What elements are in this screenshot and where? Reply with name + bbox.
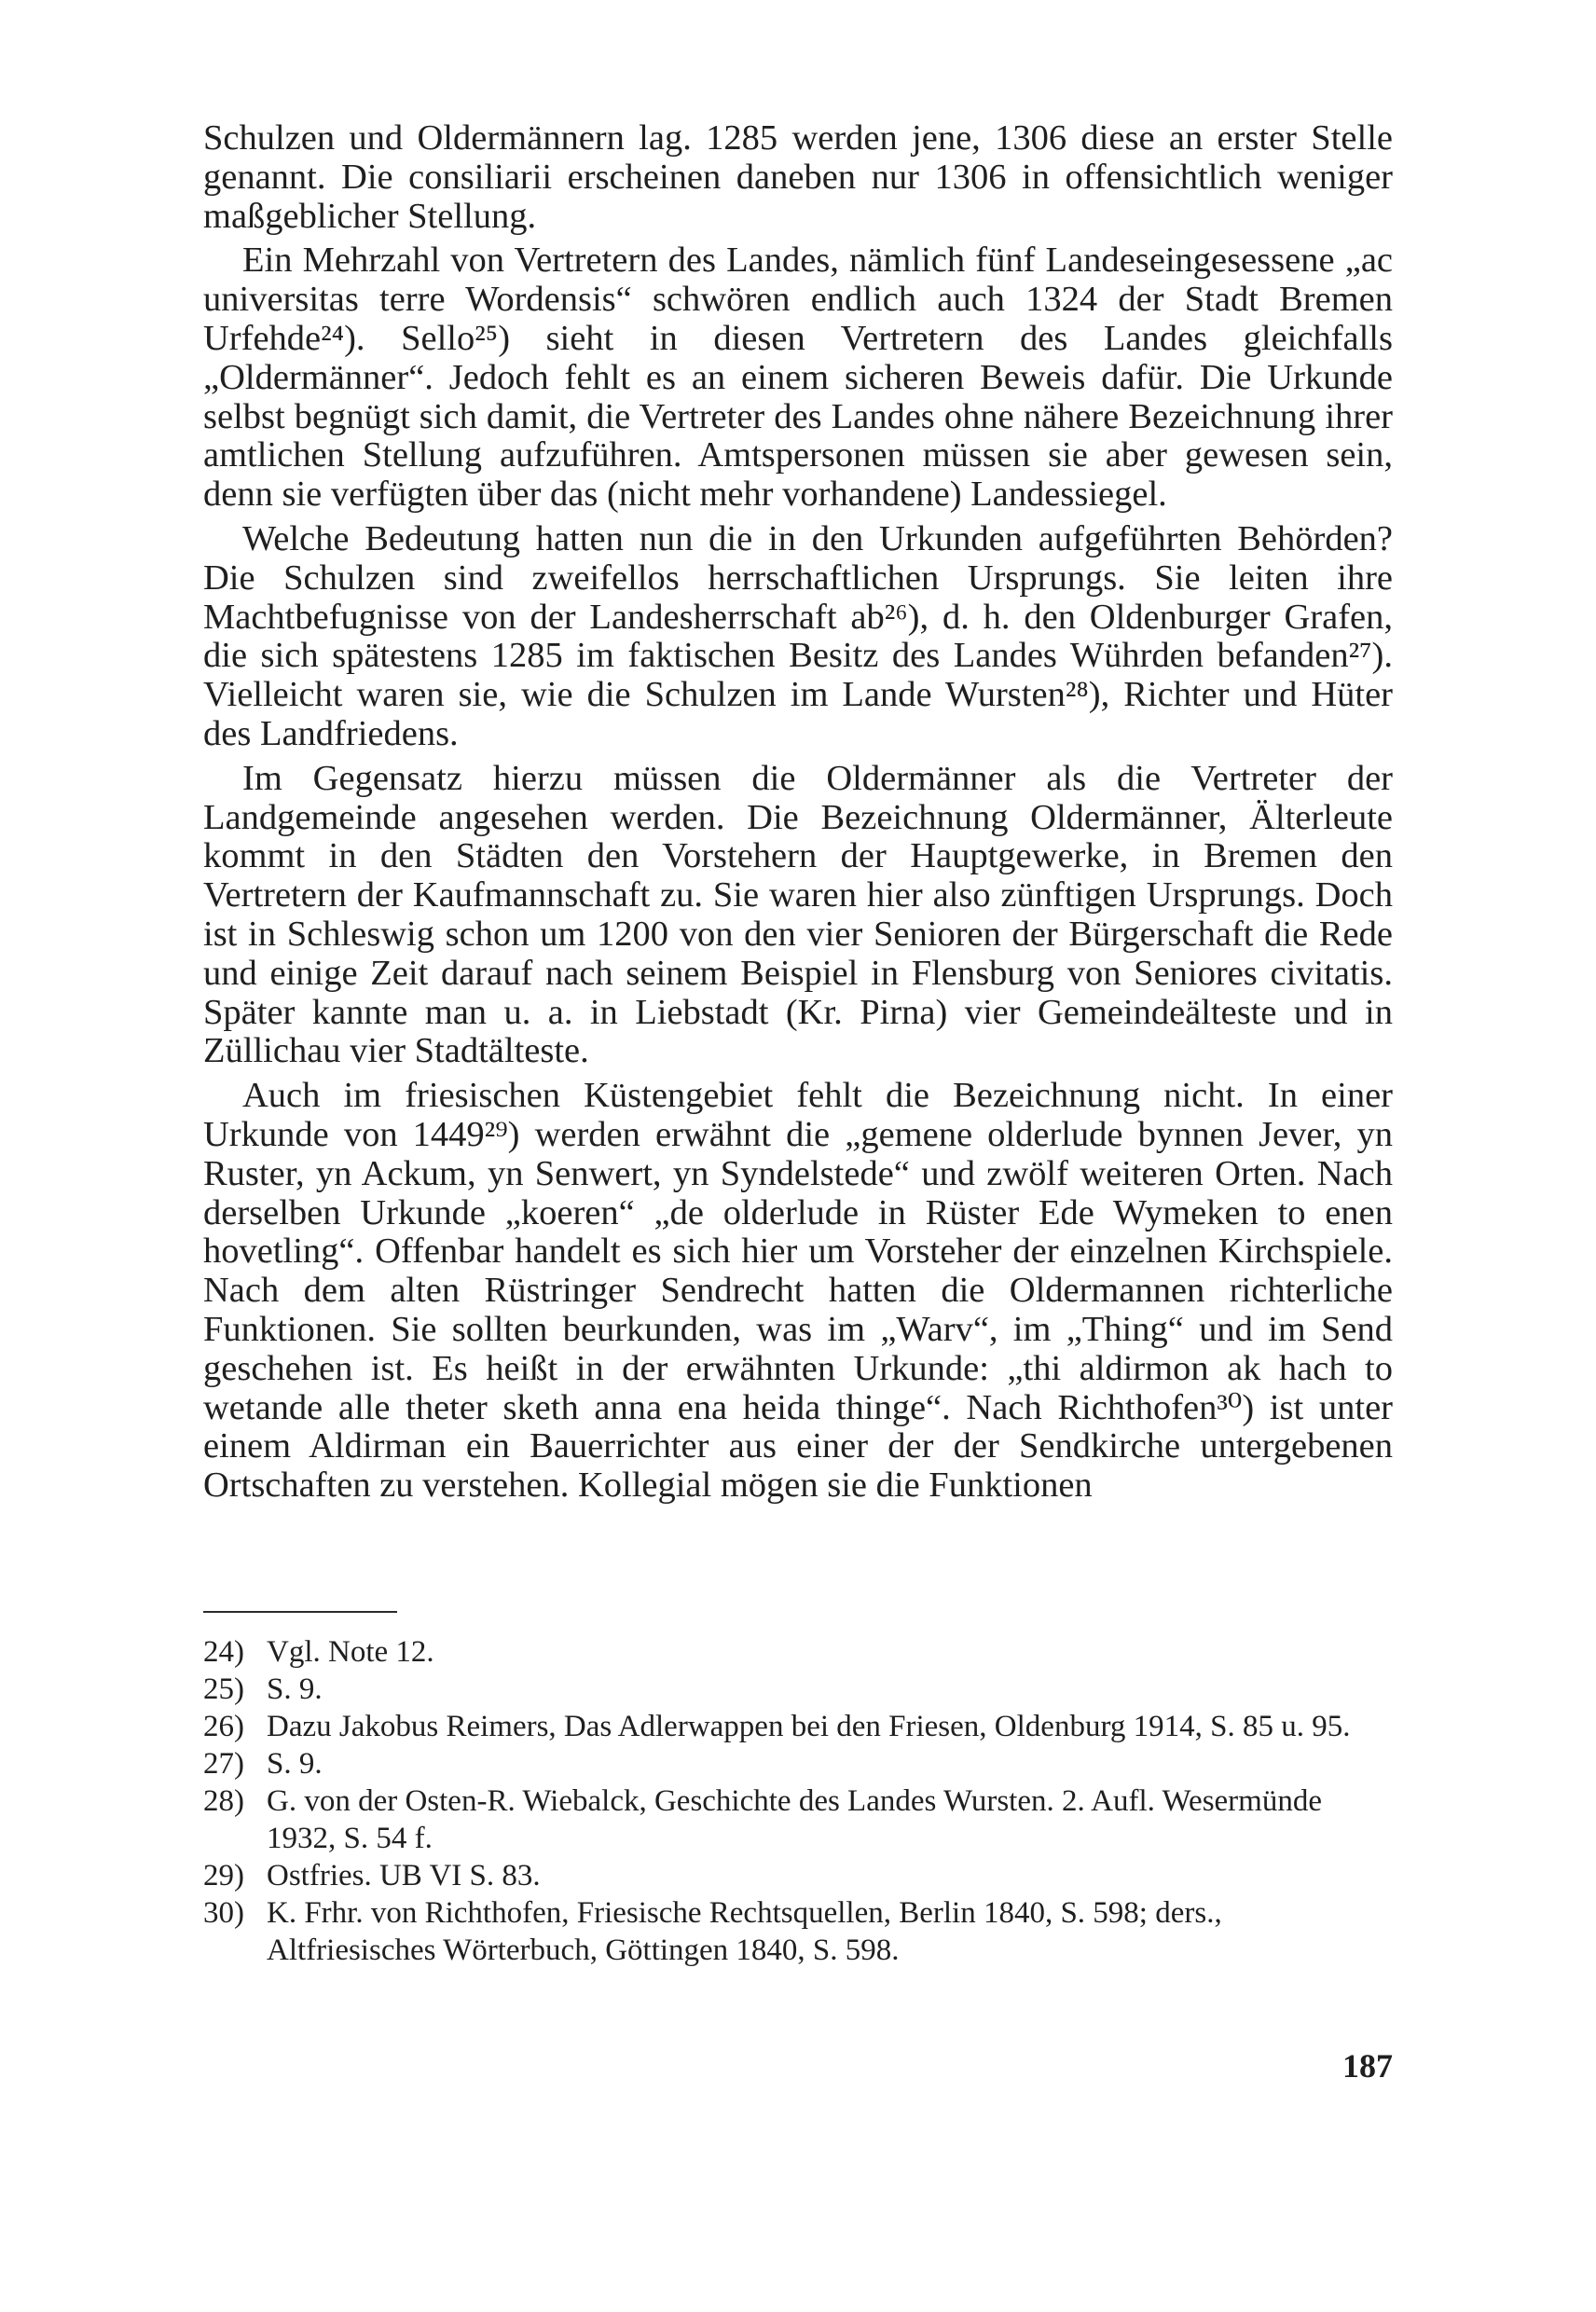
paragraph: Welche Bedeutung hatten nun die in den Urkunden aufgeführten Behörden? Die Schulzen sind zweifellos herrschaftlichen Ursprungs. Sie leiten ihre Machtbefugnisse von der Landesherrschaft ab²⁶), d. h. den Oldenburger Grafen, die sich spätestens 1285 im faktischen Besitz des Landes Wührden befanden²⁷). Vielleicht waren sie, wie die Schulzen im Lande Wursten²⁸), Richter und Hüter des Landfriedens. <box>203 518 1393 753</box>
footnote-item <box>203 1857 1393 1894</box>
paragraph: Schulzen und Oldermännern lag. 1285 werden jene, 1306 diese an erster Stelle genannt. Die consiliarii erscheinen daneben nur 1306 in offensichtlich weniger maßgeblicher Stellung. <box>203 118 1393 236</box>
footnote-number: 28) <box>203 1784 244 1818</box>
footnote-number: 30) <box>203 1896 244 1930</box>
footnote-text: S. 9. <box>267 1747 323 1781</box>
footnote-item <box>203 1745 1393 1782</box>
footnote-text: Ostfries. UB VI S. 83. <box>267 1859 541 1892</box>
paragraph: Im Gegensatz hierzu müssen die Oldermänner als die Vertreter der Landgemeinde angesehen werden. Die Bezeichnung Oldermänner, Älterleute kommt in den Städten den Vorstehern der Hauptgewerke, in Bremen den Vertretern der Kaufmannschaft zu. Sie waren hier also zünftigen Ursprungs. Doch ist in Schleswig schon um 1200 von den vier Senioren der Bürgerschaft die Rede und einige Zeit darauf nach seinem Beispiel in Flensburg von Seniores civitatis. Später kannte man u. a. in Liebstadt (Kr. Pirna) vier Gemeindeälteste und in Züllichau vier Stadtälteste. <box>203 758 1393 1071</box>
footnote-text: G. von der Osten-R. Wiebalck, Geschichte des Landes Wursten. 2. Aufl. Wesermünde 1932, S. 54 f. <box>267 1784 1322 1855</box>
footnote-item <box>203 1633 1393 1671</box>
paragraph: Auch im friesischen Küstengebiet fehlt die Bezeichnung nicht. In einer Urkunde von 1449²⁹) werden erwähnt die „gemene olderlude bynnen Jever, yn Ruster, yn Ackum, yn Senwert, yn Syndelstede“ und zwölf weiteren Orten. Nach derselben Urkunde „koeren“ „de olderlude in Rüster Ede Wymeken to enen hovetling“. Offenbar handelt es sich hier um Vorsteher der einzelnen Kirchspiele. Nach dem alten Rüstringer Sendrecht hatten die Oldermannen richterliche Funktionen. Sie sollten beurkunden, was im „Warv“, im „Thing“ und im Send geschehen ist. Es heißt in der erwähnten Urkunde: „thi aldirmon ak hach to wetande alle theter sketh anna ena heida thinge“. Nach Richthofen³⁰) ist unter einem Aldirman ein Bauerrichter aus einer der der Sendkirche untergebenen Ortschaften zu verstehen. Kollegial mögen sie die Funktionen <box>203 1076 1393 1506</box>
footnote-text: S. 9. <box>267 1672 323 1706</box>
footnote-text: K. Frhr. von Richthofen, Friesische Rechtsquellen, Berlin 1840, S. 598; ders., Altfriesisches Wörterbuch, Göttingen 1840, S. 598. <box>267 1896 1222 1967</box>
page-number: 187 <box>1342 2047 1393 2085</box>
footnotes-list <box>203 1633 1393 1969</box>
footnote-number: 24) <box>203 1635 244 1669</box>
footnote-number: 27) <box>203 1747 244 1781</box>
footnote-item <box>203 1894 1393 1969</box>
footnote-text: Vgl. Note 12. <box>267 1635 434 1669</box>
paragraph: Ein Mehrzahl von Vertretern des Landes, nämlich fünf Landeseingesessene „ac universitas terre Wordensis“ schwören endlich auch 1324 der Stadt Bremen Urfehde²⁴). Sello²⁵) sieht in diesen Vertretern des Landes gleichfalls „Oldermänner“. Jedoch fehlt es an einem sicheren Beweis dafür. Die Urkunde selbst begnügt sich damit, die Vertreter des Landes ohne nähere Bezeichnung ihrer amtlichen Stellung aufzuführen. Amtspersonen müssen sie aber gewesen sein, denn sie verfügten über das (nicht mehr vorhandene) Landessiegel. <box>203 241 1393 515</box>
footnote-divider <box>203 1611 397 1613</box>
footnote-item <box>203 1782 1393 1857</box>
main-text <box>203 119 1393 1511</box>
footnote-number: 25) <box>203 1672 244 1706</box>
footnote-number: 26) <box>203 1710 244 1743</box>
footnote-text: Dazu Jakobus Reimers, Das Adlerwappen bei den Friesen, Oldenburg 1914, S. 85 u. 95. <box>267 1710 1351 1743</box>
footnote-number: 29) <box>203 1859 244 1892</box>
footnote-item <box>203 1708 1393 1745</box>
footnote-item <box>203 1671 1393 1708</box>
